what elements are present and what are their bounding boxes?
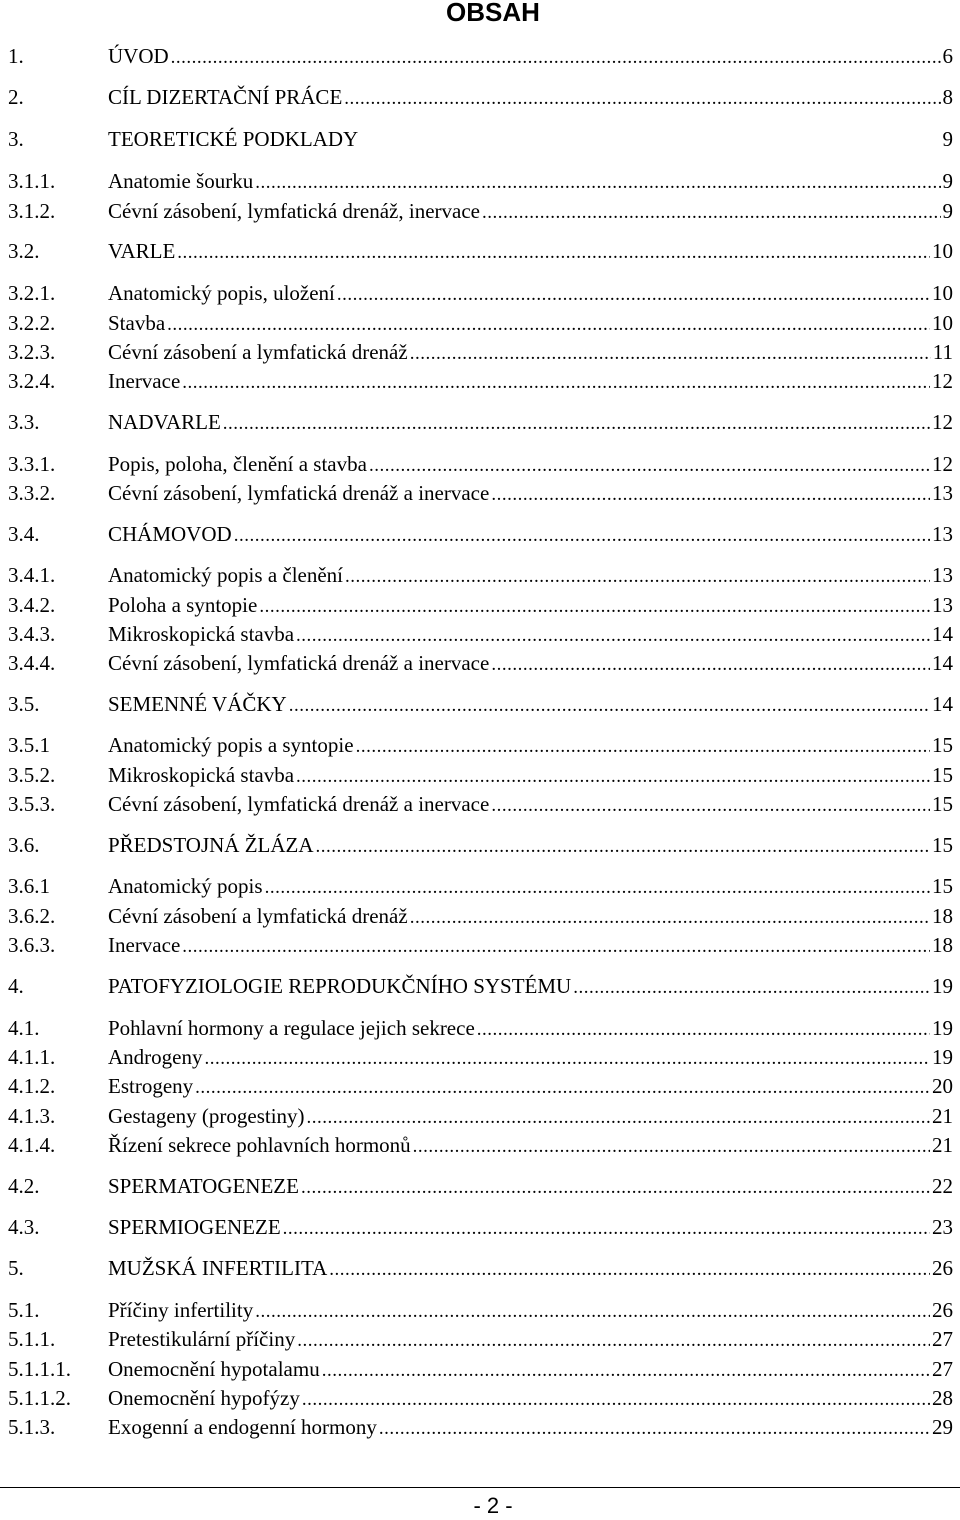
toc-entry[interactable] (8, 931, 953, 959)
toc-entry[interactable] (8, 1072, 953, 1100)
toc-entry-page: 13 (932, 522, 953, 546)
toc-entry[interactable] (8, 1384, 953, 1412)
toc-entry[interactable] (8, 561, 953, 589)
toc-entry-page: 19 (932, 974, 953, 998)
toc-entry-title: CHÁMOVOD (108, 522, 232, 546)
toc-entry[interactable] (8, 872, 953, 900)
toc-entry-title: Onemocnění hypotalamu (108, 1357, 320, 1381)
toc-entry-page: 15 (932, 792, 953, 816)
toc-entry-title: Řízení sekrece pohlavních hormonů (108, 1133, 411, 1157)
toc-entry[interactable] (8, 1213, 953, 1241)
toc-entry-number: 3.5.2. (8, 763, 56, 787)
toc-entry[interactable] (8, 450, 953, 478)
toc-entry-title: PŘEDSTOJNÁ ŽLÁZA (108, 833, 314, 857)
toc-entry-number: 4.1.3. (8, 1104, 56, 1128)
toc-entry[interactable] (8, 1296, 953, 1324)
toc-entry-number: 3.6.3. (8, 933, 56, 957)
toc-entry-page: 27 (932, 1357, 953, 1381)
toc-dot-leader (255, 1298, 930, 1326)
toc-dot-leader (345, 563, 930, 591)
toc-entry[interactable] (8, 790, 953, 818)
toc-entry-title: Anatomický popis (108, 874, 263, 898)
toc-entry-page: 28 (932, 1386, 953, 1410)
toc-entry-number: 5.1.3. (8, 1415, 56, 1439)
toc-entry[interactable] (8, 972, 953, 1000)
toc-entry[interactable] (8, 1102, 953, 1130)
toc-entry-title: PATOFYZIOLOGIE REPRODUKČNÍHO SYSTÉMU (108, 974, 572, 998)
toc-entry-page: 20 (932, 1074, 953, 1098)
toc-entry-number: 5.1.1.2. (8, 1386, 71, 1410)
toc-entry-number: 3.2.2. (8, 311, 56, 335)
toc-entry-page: 26 (932, 1256, 953, 1280)
toc-entry-title: Anatomický popis, uložení (108, 281, 335, 305)
toc-dot-leader (297, 1327, 930, 1355)
toc-dot-leader (301, 1174, 930, 1202)
toc-entry-page: 8 (942, 85, 953, 109)
toc-entry-title: Inervace (108, 933, 181, 957)
toc-entry-title: Androgeny (108, 1045, 203, 1069)
toc-entry-title: Onemocnění hypofýzy (108, 1386, 300, 1410)
page-number: - 2 - (473, 1493, 513, 1518)
toc-entry-title: Poloha a syntopie (108, 593, 258, 617)
toc-entry[interactable] (8, 167, 953, 195)
toc-dot-leader (265, 874, 930, 902)
toc-entry[interactable] (8, 649, 953, 677)
toc-entry-title: Mikroskopická stavba (108, 622, 295, 646)
toc-entry[interactable] (8, 42, 953, 70)
toc-entry-number: 3.4.3. (8, 622, 56, 646)
toc-entry-number: 3.5. (8, 692, 40, 716)
toc-entry-number: 4.2. (8, 1174, 40, 1198)
toc-entry-number: 4.1. (8, 1016, 40, 1040)
toc-entry-page: 14 (932, 692, 953, 716)
toc-entry-number: 4.1.2. (8, 1074, 56, 1098)
toc-entry[interactable] (8, 1254, 953, 1282)
toc-entry[interactable] (8, 591, 953, 619)
toc-dot-leader (223, 410, 930, 438)
toc-entry-page: 14 (932, 651, 953, 675)
toc-entry-page: 21 (932, 1104, 953, 1128)
toc-dot-leader (477, 1016, 930, 1044)
page-title: OBSAH (446, 0, 540, 27)
toc-entry-title: Cévní zásobení, lymfatická drenáž, inervace (108, 199, 480, 223)
toc-entry[interactable] (8, 1325, 953, 1353)
toc-entry-title: Anatomický popis a členění (108, 563, 344, 587)
toc-dot-leader (255, 169, 940, 197)
toc-dot-leader (302, 1386, 930, 1414)
toc-dot-leader (410, 904, 930, 932)
toc-entry-number: 3.2.1. (8, 281, 56, 305)
toc-entry-number: 1. (8, 44, 24, 68)
toc-entry-number: 3.1.1. (8, 169, 56, 193)
toc-entry-title: Exogenní a endogenní hormony (108, 1415, 377, 1439)
toc-entry-number: 3.5.1 (8, 733, 50, 757)
toc-dot-leader (356, 733, 930, 761)
toc-entry-page: 22 (932, 1174, 953, 1198)
toc-entry-number: 3.4.1. (8, 563, 56, 587)
toc-entry[interactable] (8, 1172, 953, 1200)
toc-entry-page: 12 (932, 452, 953, 476)
toc-entry[interactable] (8, 690, 953, 718)
toc-entry-title: NADVARLE (108, 410, 221, 434)
toc-entry-page: 10 (932, 311, 953, 335)
toc-entry-title: Mikroskopická stavba (108, 763, 295, 787)
toc-entry-number: 3.3.2. (8, 481, 56, 505)
toc-entry-page: 12 (932, 369, 953, 393)
toc-entry-number: 3.3. (8, 410, 40, 434)
toc-entry-page: 19 (932, 1045, 953, 1069)
toc-entry-page: 29 (932, 1415, 953, 1439)
toc-dot-leader (316, 833, 930, 861)
toc-entry[interactable] (8, 197, 953, 225)
toc-entry-title: SPERMIOGENEZE (108, 1215, 281, 1239)
toc-entry-title: Pohlavní hormony a regulace jejich sekrece (108, 1016, 475, 1040)
toc-entry-number: 3.1.2. (8, 199, 56, 223)
toc-dot-leader (259, 593, 930, 621)
toc-entry[interactable] (8, 731, 953, 759)
toc-dot-leader (491, 651, 930, 679)
toc-dot-leader (491, 792, 930, 820)
toc-entry[interactable] (8, 338, 953, 366)
toc-dot-leader (491, 481, 930, 509)
toc-entry-number: 3.5.3. (8, 792, 56, 816)
toc-entry-page: 13 (932, 593, 953, 617)
toc-entry-number: 5.1.1. (8, 1327, 56, 1351)
toc-entry[interactable] (8, 237, 953, 265)
toc-dot-leader (307, 1104, 930, 1132)
toc-entry-title: Cévní zásobení a lymfatická drenáž (108, 340, 408, 364)
toc-entry[interactable] (8, 408, 953, 436)
toc-dot-leader (182, 369, 930, 397)
toc-entry-page: 27 (932, 1327, 953, 1351)
toc-dot-leader (369, 452, 930, 480)
toc-dot-leader (204, 1045, 930, 1073)
toc-entry[interactable] (8, 479, 953, 507)
toc-entry-page: 18 (932, 904, 953, 928)
toc-entry-number: 5. (8, 1256, 24, 1280)
toc-entry-number: 3. (8, 127, 24, 151)
toc-entry-page: 6 (942, 44, 953, 68)
toc-entry-page: 9 (942, 199, 953, 223)
toc-dot-leader (573, 974, 930, 1002)
toc-entry[interactable] (8, 902, 953, 930)
toc-entry-title: VARLE (108, 239, 176, 263)
toc-entry-number: 3.6.2. (8, 904, 56, 928)
toc-entry-title: ÚVOD (108, 44, 169, 68)
toc-dot-leader (171, 44, 941, 72)
toc-entry[interactable] (8, 1131, 953, 1159)
toc-entry-number: 3.6.1 (8, 874, 50, 898)
toc-entry[interactable] (8, 83, 953, 111)
toc-entry[interactable] (8, 761, 953, 789)
toc-entry-title: Cévní zásobení, lymfatická drenáž a inervace (108, 481, 490, 505)
toc-entry-number: 3.2.3. (8, 340, 56, 364)
toc-entry[interactable] (8, 367, 953, 395)
toc-entry-page: 15 (932, 763, 953, 787)
toc-entry-title: Stavba (108, 311, 166, 335)
toc-entry-page: 10 (932, 239, 953, 263)
toc-dot-leader (182, 933, 930, 961)
toc-dot-leader (337, 281, 930, 309)
toc-dot-leader (482, 199, 941, 227)
toc-dot-leader (410, 340, 931, 368)
toc-entry-title: Estrogeny (108, 1074, 194, 1098)
toc-dot-leader (296, 622, 930, 650)
toc-entry-page: 15 (932, 733, 953, 757)
toc-entry[interactable] (8, 1014, 953, 1042)
toc-entry-number: 3.3.1. (8, 452, 56, 476)
toc-entry-number: 5.1.1.1. (8, 1357, 71, 1381)
toc-entry-number: 4.1.1. (8, 1045, 56, 1069)
toc-entry-title: Anatomie šourku (108, 169, 254, 193)
toc-entry-page: 13 (932, 563, 953, 587)
toc-entry-page: 21 (932, 1133, 953, 1157)
toc-entry-page: 14 (932, 622, 953, 646)
toc-entry-number: 5.1. (8, 1298, 40, 1322)
toc-entry[interactable] (8, 520, 953, 548)
toc-entry-title: Gestageny (progestiny) (108, 1104, 305, 1128)
toc-entry-page: 19 (932, 1016, 953, 1040)
toc-entry-title: Pretestikulární příčiny (108, 1327, 296, 1351)
toc-dot-leader (329, 1256, 930, 1284)
toc-entry-title: Anatomický popis a syntopie (108, 733, 354, 757)
toc-entry-title: Popis, poloha, členění a stavba (108, 452, 367, 476)
toc-entry-title: Cévní zásobení a lymfatická drenáž (108, 904, 408, 928)
toc-entry[interactable] (8, 279, 953, 307)
toc-entry-page: 13 (932, 481, 953, 505)
toc-entry-number: 3.2. (8, 239, 40, 263)
toc-dot-leader (167, 311, 930, 339)
toc-dot-leader (283, 1215, 930, 1243)
toc-dot-leader (322, 1357, 930, 1385)
toc-entry-number: 4.1.4. (8, 1133, 56, 1157)
toc-entry-number: 3.6. (8, 833, 40, 857)
toc-entry-number: 4.3. (8, 1215, 40, 1239)
toc-entry[interactable] (8, 309, 953, 337)
toc-entry-title: SPERMATOGENEZE (108, 1174, 299, 1198)
toc-entry-page: 18 (932, 933, 953, 957)
toc-entry-number: 2. (8, 85, 24, 109)
toc-entry[interactable] (8, 1043, 953, 1071)
toc-entry[interactable] (8, 831, 953, 859)
toc-entry-page: 12 (932, 410, 953, 434)
toc-entry-number: 4. (8, 974, 24, 998)
toc-entry-page: 15 (932, 874, 953, 898)
toc-entry-title: Cévní zásobení, lymfatická drenáž a inervace (108, 651, 490, 675)
toc-entry-title: TEORETICKÉ PODKLADY (108, 127, 359, 151)
toc-entry[interactable] (8, 1413, 953, 1441)
toc-dot-leader (379, 1415, 930, 1443)
toc-dot-leader (177, 239, 930, 267)
toc-dot-leader (289, 692, 930, 720)
toc-entry-page: 11 (932, 340, 953, 364)
toc-entry-number: 3.4.4. (8, 651, 56, 675)
toc-entry-page: 9 (942, 127, 953, 151)
toc-entry-page: 26 (932, 1298, 953, 1322)
toc-entry[interactable] (8, 125, 953, 153)
toc-entry-page: 23 (932, 1215, 953, 1239)
toc-entry-title: SEMENNÉ VÁČKY (108, 692, 287, 716)
toc-entry[interactable] (8, 1355, 953, 1383)
footer-divider (0, 1487, 960, 1488)
toc-entry-number: 3.4.2. (8, 593, 56, 617)
toc-dot-leader (344, 85, 940, 113)
toc-entry-title: Cévní zásobení, lymfatická drenáž a inervace (108, 792, 490, 816)
toc-entry-title: Inervace (108, 369, 181, 393)
toc-dot-leader (234, 522, 930, 550)
toc-entry-page: 10 (932, 281, 953, 305)
toc-entry-page: 9 (942, 169, 953, 193)
toc-dot-leader (296, 763, 930, 791)
toc-dot-leader (413, 1133, 930, 1161)
toc-entry-title: Příčiny infertility (108, 1298, 254, 1322)
toc-entry[interactable] (8, 620, 953, 648)
toc-entry-number: 3.2.4. (8, 369, 56, 393)
toc-entry-title: MUŽSKÁ INFERTILITA (108, 1256, 328, 1280)
toc-entry-number: 3.4. (8, 522, 40, 546)
toc-entry-title: CÍL DIZERTAČNÍ PRÁCE (108, 85, 343, 109)
toc-dot-leader (195, 1074, 930, 1102)
toc-entry-page: 15 (932, 833, 953, 857)
